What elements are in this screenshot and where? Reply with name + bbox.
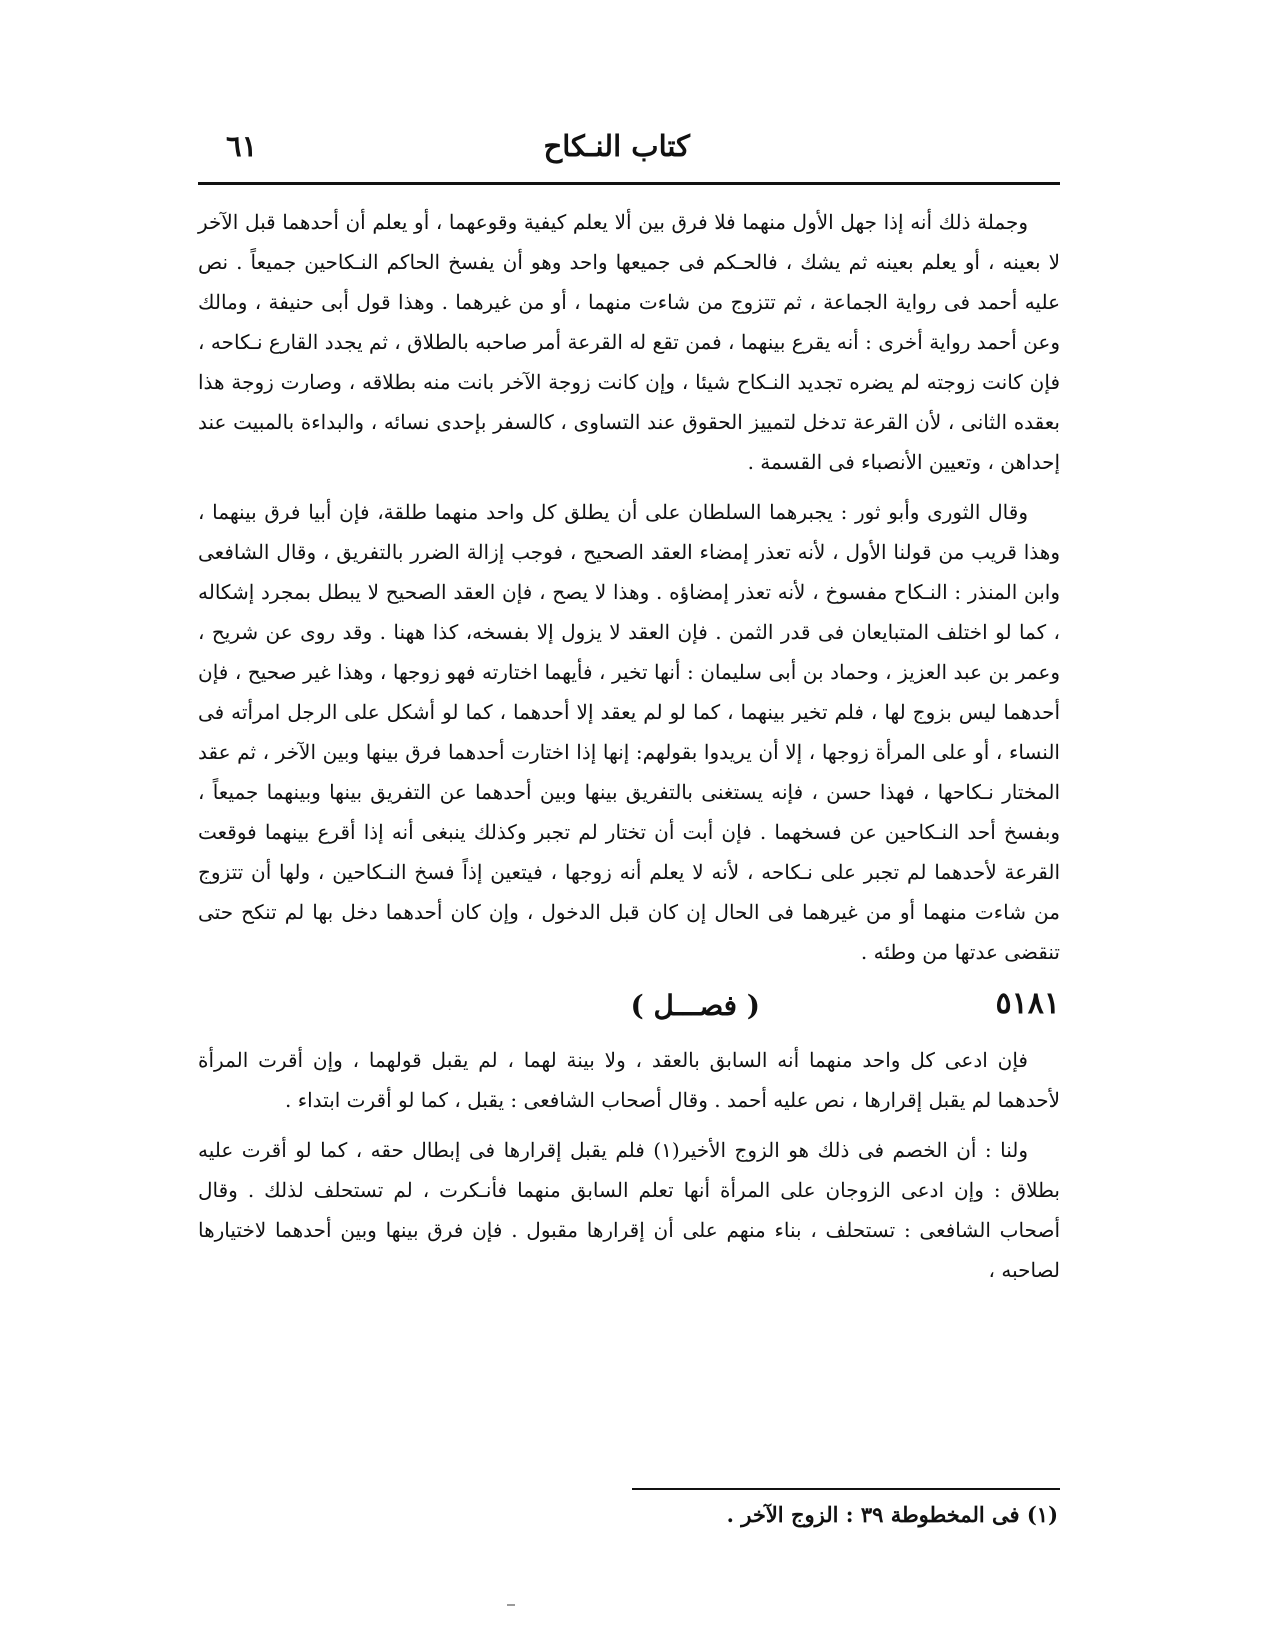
paragraph: ولنا : أن الخصم فى ذلك هو الزوج الأخير(١) فلم يقبل إقرارها فى إبطال حقه ، كما لو أقرت عليه بطلاق : وإن ادعى الزوجان على المرأة أنها تعلم السابق منهما فأنـكرت ، لم تستحلف لذلك . وقال أصحاب الشافعى : تستحلف ، بناء منهم على أن إقرارها مقبول . فإن فرق بينها وبين أحدهما لاختيارها لصاحبه ، [198, 1138, 1060, 1282]
header-divider [198, 182, 1060, 185]
paragraph: فإن ادعى كل واحد منهما أنه السابق بالعقد ، ولا بينة لهما ، لم يقبل قولهما ، وإن أقرت المرأة لأحدهما لم يقبل إقرارها ، نص عليه أحمد . وقال أصحاب الشافعى : يقبل ، كما لو أقرت ابتداء . [198, 1048, 1060, 1112]
paragraph: وجملة ذلك أنه إذا جهل الأول منهما فلا فرق بين ألا يعلم كيفية وقوعهما ، أو يعلم أن أحدهما قبل الآخر لا بعينه ، أو يعلم بعينه ثم يشك ، فالحـكم فى جميعها واحد وهو أن يفسخ الحاكم النـكاحين جميعاً . نص عليه أحمد فى رواية الجماعة ، ثم تتزوج من شاءت منهما ، أو من غيرهما . وهذا قول أبى حنيفة ، ومالك وعن أحمد رواية أخرى : أنه يقرع بينهما ، فمن تقع له القرعة أمر صاحبه بالطلاق ، ثم يجدد القارع نـكاحه ، فإن كانت زوجته لم يضره تجديد النـكاح شيئا ، وإن كانت زوجة الآخر بانت منه بطلاقه ، وصارت زوجة هذا بعقده الثانى ، لأن القرعة تدخل لتمييز الحقوق عند التساوى ، كالسفر بإحدى نسائه ، والبداءة بالمبيت عند إحداهن ، وتعيين الأنصباء فى القسمة . [198, 210, 1060, 474]
page-number: ٦١ [226, 129, 258, 163]
footnote-divider [632, 1488, 1060, 1490]
running-header [198, 126, 1060, 184]
section-title: ( فصـــل ) [630, 989, 760, 1022]
scan-mark [507, 1604, 515, 1606]
paragraph: وقال الثورى وأبو ثور : يجبرهما السلطان على أن يطلق كل واحد منهما طلقة، فإن أبيا فرق بينهما ، وهذا قريب من قولنا الأول ، لأنه تعذر إمضاء العقد الصحيح ، فوجب إزالة الضرر بالتفريق ، وقال الشافعى وابن المنذر : النـكاح مفسوخ ، لأنه تعذر إمضاؤه . وهذا لا يصح ، فإن العقد الصحيح لا يبطل بمجرد إشكاله ، كما لو اختلف المتبايعان فى قدر الثمن . فإن العقد لا يزول إلا بفسخه، كذا ههنا . وقد روى عن شريح ، وعمر بن عبد العزيز ، وحماد بن أبى سليمان : أنها تخير ، فأيهما اختارته فهو زوجها ، وهذا غير صحيح ، فإن أحدهما ليس بزوج لها ، فلم تخير بينهما ، كما لو لم يعقد إلا أحدهما ، كما لو أشكل على الرجل امرأته فى النساء ، أو على المرأة زوجها ، إلا أن يريدوا بقولهم: إنها إذا اختارت أحدهما فرق بينها وبين الآخر ، ثم عقد المختار نـكاحها ، فهذا حسن ، فإنه يستغنى بالتفريق بينها وبين أحدهما عن التفريق بينها وبينهما جميعاً ، وبفسخ أحد النـكاحين عن فسخهما . فإن أبت أن تختار لم تجبر وكذلك ينبغى أنه إذا أقرع بينهما فوقعت القرعة لأحدهما لم تجبر على نـكاحه ، لأنه لا يعلم أنه زوجها ، فيتعين إذاً فسخ النـكاحين ، ولها أن تتزوج من شاءت منهما أو من غيرهما فى الحال إن كان قبل الدخول ، وإن كان أحدهما دخل بها لم تنكح حتى تنقضى عدتها من وطئه . [198, 500, 1060, 964]
main-text [198, 202, 1060, 1290]
section-number: ٥١٨١ [995, 986, 1060, 1021]
section-heading [198, 978, 1060, 1038]
footnote: (١) فى المخطوطة ٣٩ : الزوج الآخر . [726, 1502, 1058, 1527]
chapter-title: كتاب النـكاح [543, 129, 690, 163]
